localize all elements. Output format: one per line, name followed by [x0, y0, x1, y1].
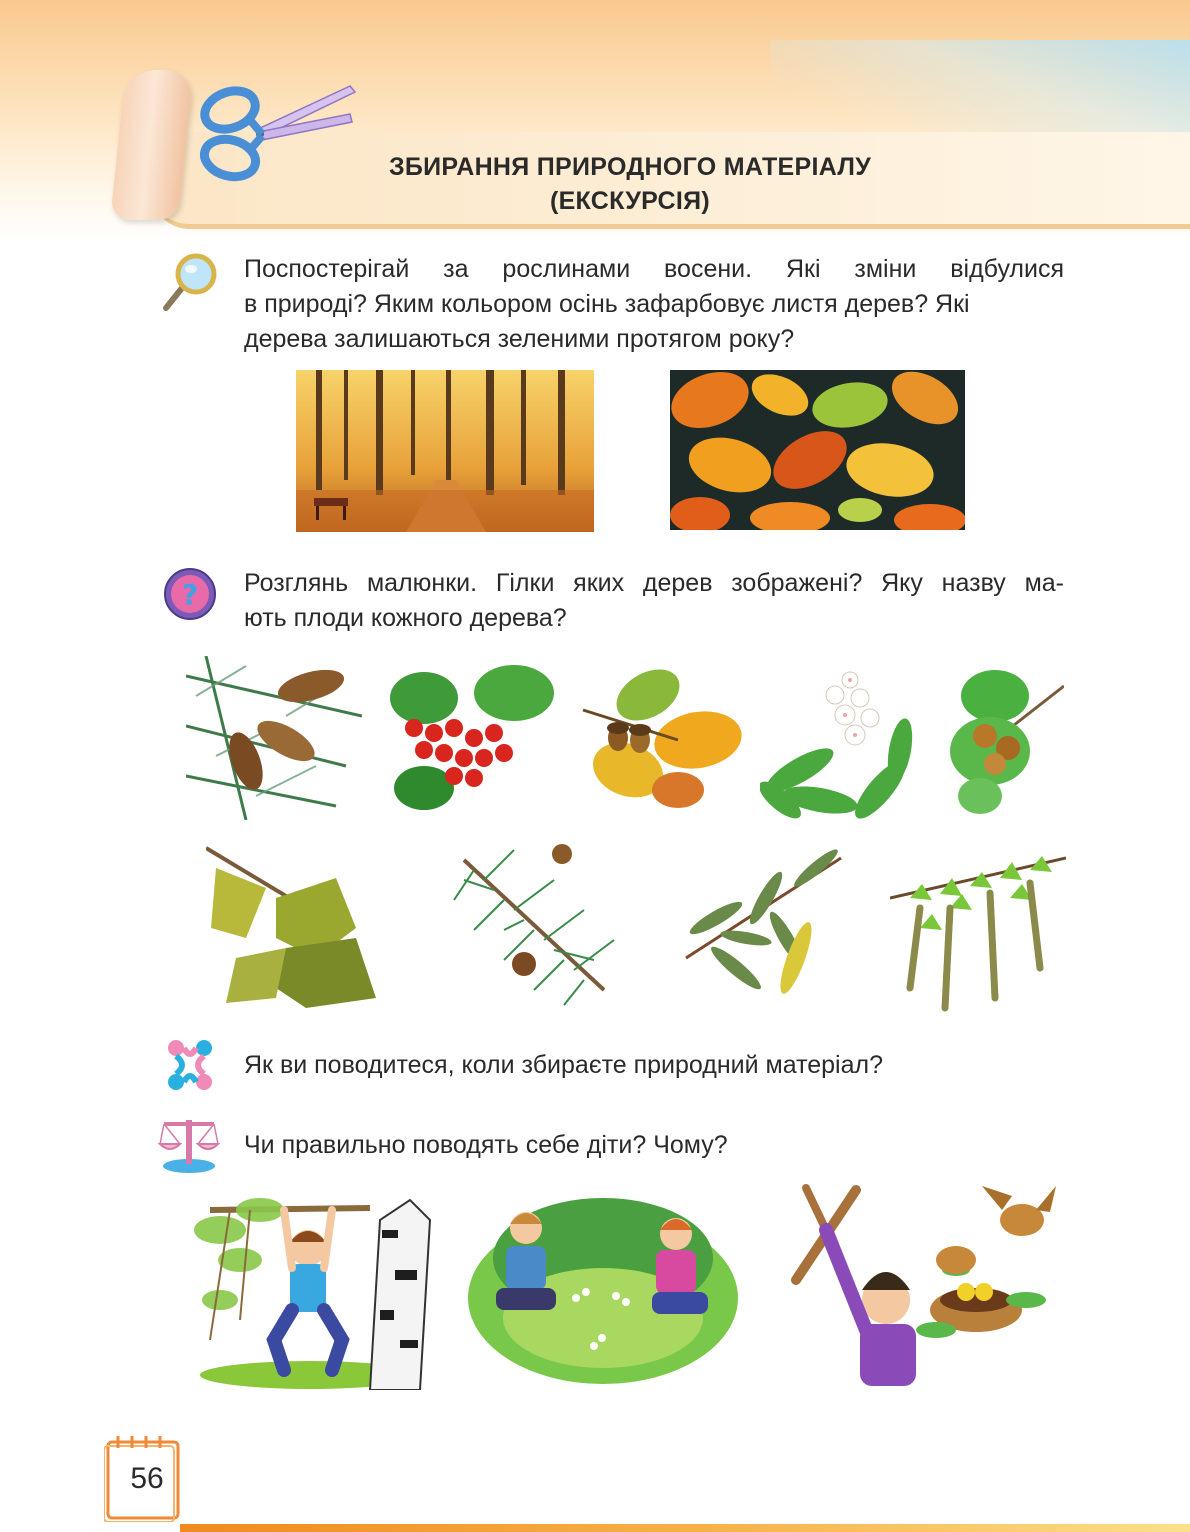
task-observe-line3: дерева залишаються зеленими протягом року?: [244, 325, 795, 353]
page-title-line2: (ЕКСКУРСІЯ): [549, 187, 711, 215]
task-observe-line2: в природі? Яким кольором осінь зафарбовує листя дерев? Які: [244, 290, 970, 318]
question-icon: [162, 566, 218, 622]
group-work-icon: [160, 1034, 220, 1096]
task-observe-line1: Поспостерігай за рослинами восени. Які зміни відбулися: [244, 255, 1064, 283]
task-evaluate-text: [244, 1128, 1064, 1163]
boy-nest-illustration: [786, 1180, 1060, 1386]
task-evaluate-line1: Чи правильно поводять себе діти? Чому?: [244, 1131, 728, 1159]
chestnut-branch-image: [760, 660, 928, 822]
maple-branch-image: [206, 838, 390, 1010]
pine-branch-image: [444, 840, 622, 1012]
page-title-line1: ЗБИРАННЯ ПРИРОДНОГО МАТЕРІАЛУ: [388, 153, 872, 181]
task-observe-text: [244, 252, 1064, 357]
task-group-text: [244, 1048, 1064, 1083]
task-question-text: [244, 566, 1064, 636]
boy-hanging-branch-illustration: [190, 1190, 436, 1390]
page-title: [300, 150, 960, 218]
autumn-forest-photo: [296, 370, 594, 532]
scales-icon: [156, 1110, 222, 1174]
children-picking-flowers-illustration: [466, 1188, 740, 1384]
task-group-line1: Як ви поводитеся, коли збираєте природний матеріал?: [244, 1051, 884, 1079]
oak-branch-image: [578, 660, 744, 820]
svg-text:?: ?: [181, 578, 199, 611]
willow-branch-image: [676, 838, 844, 1014]
magnifier-icon: [160, 250, 222, 314]
page-number: 56: [130, 1462, 164, 1495]
autumn-leaves-photo: [670, 370, 965, 530]
hazel-branch-image: [940, 656, 1064, 824]
task-question-line2: ють плоди кожного дерева?: [244, 604, 567, 632]
task-question-line1: Розглянь малюнки. Гілки яких дерев зображені? Яку назву ма-: [244, 569, 1064, 597]
footer-rule: [180, 1524, 1190, 1532]
spruce-branch-image: [186, 656, 362, 820]
viburnum-branch-image: [384, 658, 564, 818]
birch-branch-image: [890, 838, 1066, 1016]
